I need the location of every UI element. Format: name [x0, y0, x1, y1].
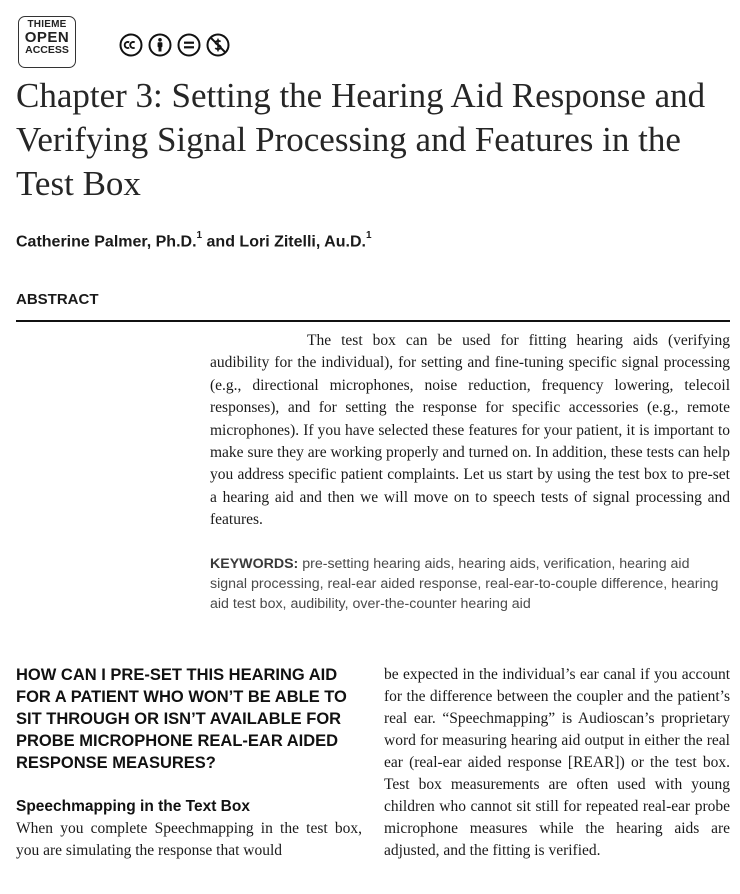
- author-line: [16, 232, 372, 251]
- keywords: [210, 554, 730, 615]
- keywords-list: pre-setting hearing aids, hearing aids, verification, hearing aid signal processing, real-ear aided response, real-ear-to-couple difference, hearing aid test box, audibility, over-the-counter hearing aid: [210, 556, 719, 613]
- license-icons: [119, 33, 230, 57]
- left-paragraph: When you complete Speechmapping in the test box, you are simulating the response that would: [16, 820, 362, 859]
- logo-line-1: THIEME: [27, 19, 67, 30]
- article-title: Chapter 3: Setting the Hearing Aid Response and Verifying Signal Processing and Features in the Test Box: [16, 76, 706, 203]
- subsection-heading: Speechmapping in the Text Box: [16, 798, 250, 815]
- nc-icon: [206, 33, 230, 57]
- right-paragraph: be expected in the individual’s ear canal if you account for the difference between the coupler and the patient’s real ear. “Speechmapping” is Audioscan’s proprietary word for measuring hearing aid output in either the real ear (real-ear aided response [REAR]) or the test box. Test box measurements are often used with young children who cannot sit still for repeated real-ear probe microphone measures while the hearing aids are adjusted, and the fitting is verified.: [384, 666, 730, 859]
- author-1-affiliation: 1: [196, 230, 203, 241]
- author-1: Catherine Palmer, Ph.D.: [16, 233, 197, 251]
- nd-icon: [177, 33, 201, 57]
- right-column: [384, 664, 730, 862]
- cc-icon: [119, 33, 143, 57]
- abstract-text: The test box can be used for fitting hearing aids (verifying audibility for the individual), for setting and fine-tuning specific signal processing (e.g., directional microphones, noise reduction, frequency lowering, telecoil responses), and for setting the response for specific accessories (e.g., remote microphones). If you have selected these features for your patient, it is important to make sure they are working properly and turned on. In addition, these tests can help you address specific patient complaints. Let us start by using the test box to pre-set a hearing aid and then we will move on to speech tests of signal processing and features.: [210, 332, 730, 529]
- left-column: [16, 664, 362, 862]
- author-2: Lori Zitelli, Au.D.: [239, 233, 366, 251]
- author-2-affiliation: 1: [365, 230, 372, 241]
- by-icon: [148, 33, 172, 57]
- section-heading: HOW CAN I PRE-SET THIS HEARING AID FOR A PATIENT WHO WON’T BE ABLE TO SIT THROUGH OR ISN’T AVAILABLE FOR PROBE MICROPHONE REAL-EAR AIDED RESPONSE MEASURES?: [16, 666, 347, 772]
- thieme-open-access-logo: [18, 16, 76, 68]
- author-joiner: and: [202, 233, 240, 251]
- abstract-divider: [16, 320, 730, 322]
- keywords-label: KEYWORDS:: [210, 556, 299, 572]
- logo-line-3: ACCESS: [25, 44, 69, 56]
- abstract-heading: ABSTRACT: [16, 291, 99, 308]
- logo-line-2: OPEN: [24, 29, 70, 46]
